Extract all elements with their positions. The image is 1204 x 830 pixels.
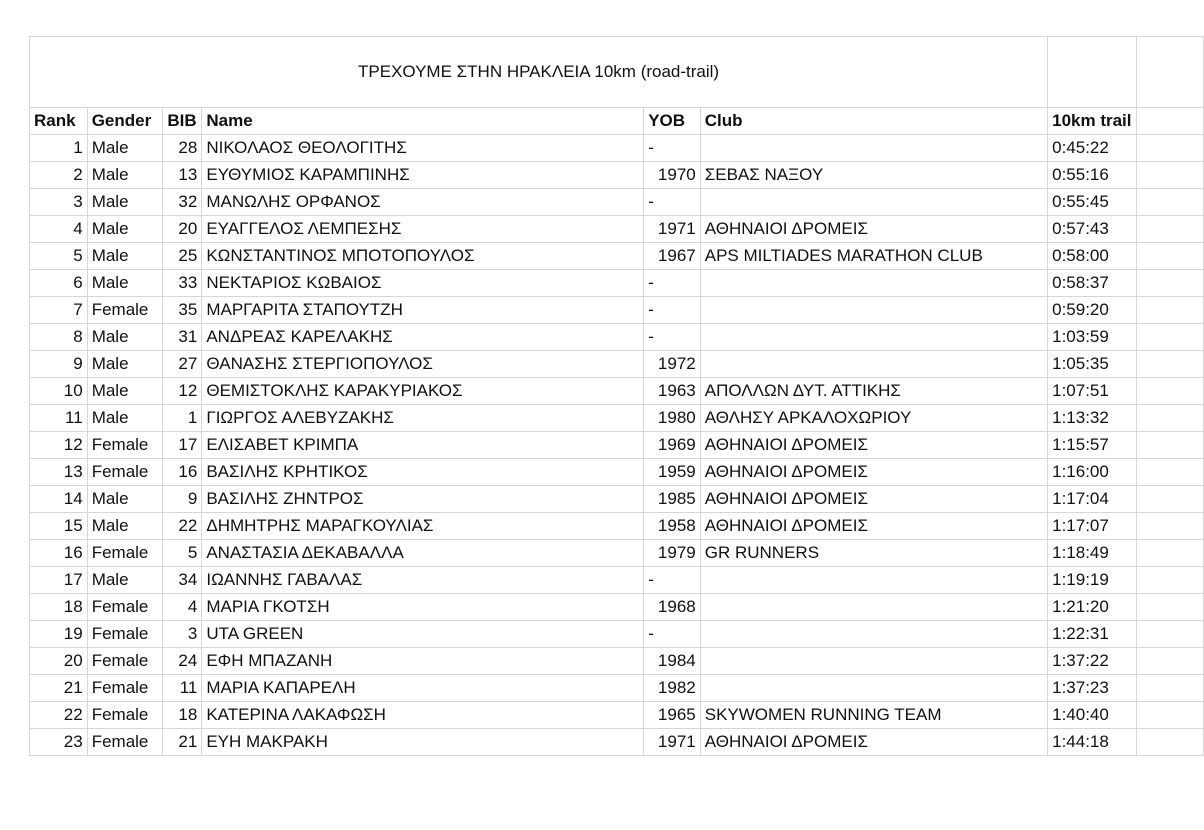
bib-cell[interactable]: 32 xyxy=(163,189,202,216)
bib-cell[interactable]: 4 xyxy=(163,594,202,621)
time-cell[interactable]: 1:37:23 xyxy=(1048,675,1136,702)
sheet-title[interactable]: ΤΡΕΧΟΥΜΕ ΣΤΗΝ ΗΡΑΚΛΕΙΑ 10km (road-trail) xyxy=(30,37,1048,108)
time-cell[interactable]: 0:58:00 xyxy=(1048,243,1136,270)
empty-cell[interactable] xyxy=(1136,324,1203,351)
club-cell[interactable]: ΑΘΗΝΑΙΟΙ ΔΡΟΜΕΙΣ xyxy=(700,432,1047,459)
rank-cell[interactable]: 7 xyxy=(30,297,88,324)
empty-cell[interactable] xyxy=(1136,37,1203,108)
time-cell[interactable]: 1:18:49 xyxy=(1048,540,1136,567)
yob-cell[interactable]: - xyxy=(644,621,701,648)
table-row xyxy=(30,621,1204,648)
time-cell[interactable]: 1:15:57 xyxy=(1048,432,1136,459)
header-time[interactable]: 10km trail xyxy=(1048,108,1136,135)
empty-cell[interactable] xyxy=(1136,540,1203,567)
results-spreadsheet xyxy=(29,36,1204,756)
bib-cell[interactable]: 22 xyxy=(163,513,202,540)
bib-cell[interactable]: 5 xyxy=(163,540,202,567)
bib-cell[interactable]: 34 xyxy=(163,567,202,594)
time-cell[interactable]: 1:07:51 xyxy=(1048,378,1136,405)
bib-cell[interactable]: 20 xyxy=(163,216,202,243)
gender-cell[interactable]: Male xyxy=(87,324,163,351)
rank-cell[interactable]: 22 xyxy=(30,702,88,729)
name-cell[interactable]: ΘΕΜΙΣΤΟΚΛΗΣ ΚΑΡΑΚΥΡΙΑΚΟΣ xyxy=(202,378,644,405)
rank-cell[interactable]: 8 xyxy=(30,324,88,351)
gender-cell[interactable]: Male xyxy=(87,135,163,162)
name-cell[interactable]: ΜΑΡΓΑΡΙΤΑ ΣΤΑΠΟΥΤΖΗ xyxy=(202,297,644,324)
gender-cell[interactable]: Male xyxy=(87,378,163,405)
rank-cell[interactable]: 2 xyxy=(30,162,88,189)
name-cell[interactable]: ΑΝΔΡΕΑΣ ΚΑΡΕΛΑΚΗΣ xyxy=(202,324,644,351)
name-cell[interactable]: ΙΩΑΝΝΗΣ ΓΑΒΑΛΑΣ xyxy=(202,567,644,594)
name-cell[interactable]: ΕΦΗ ΜΠΑΖΑΝΗ xyxy=(202,648,644,675)
name-cell[interactable]: ΜΑΡΙΑ ΚΑΠΑΡΕΛΗ xyxy=(202,675,644,702)
name-cell[interactable]: ΘΑΝΑΣΗΣ ΣΤΕΡΓΙΟΠΟΥΛΟΣ xyxy=(202,351,644,378)
empty-cell[interactable] xyxy=(1136,243,1203,270)
table-row xyxy=(30,567,1204,594)
gender-cell[interactable]: Male xyxy=(87,243,163,270)
table-row xyxy=(30,729,1204,756)
bib-cell[interactable]: 3 xyxy=(163,621,202,648)
rank-cell[interactable]: 4 xyxy=(30,216,88,243)
rank-cell[interactable]: 19 xyxy=(30,621,88,648)
table-row xyxy=(30,459,1204,486)
gender-cell[interactable]: Male xyxy=(87,405,163,432)
rank-cell[interactable]: 10 xyxy=(30,378,88,405)
bib-cell[interactable]: 27 xyxy=(163,351,202,378)
table-row xyxy=(30,702,1204,729)
name-cell[interactable]: ΚΩΝΣΤΑΝΤΙΝΟΣ ΜΠΟΤΟΠΟΥΛΟΣ xyxy=(202,243,644,270)
bib-cell[interactable]: 9 xyxy=(163,486,202,513)
empty-cell[interactable] xyxy=(1136,351,1203,378)
name-cell[interactable]: UTA GREEN xyxy=(202,621,644,648)
rank-cell[interactable]: 21 xyxy=(30,675,88,702)
gender-cell[interactable]: Female xyxy=(87,675,163,702)
bib-cell[interactable]: 13 xyxy=(163,162,202,189)
time-cell[interactable]: 0:45:22 xyxy=(1048,135,1136,162)
time-cell[interactable]: 1:05:35 xyxy=(1048,351,1136,378)
club-cell[interactable] xyxy=(700,567,1047,594)
table-row xyxy=(30,243,1204,270)
empty-cell[interactable] xyxy=(1048,37,1136,108)
club-cell[interactable]: ΑΘΗΝΑΙΟΙ ΔΡΟΜΕΙΣ xyxy=(700,459,1047,486)
table-row xyxy=(30,486,1204,513)
empty-cell[interactable] xyxy=(1136,378,1203,405)
rank-cell[interactable]: 11 xyxy=(30,405,88,432)
header-club[interactable]: Club xyxy=(700,108,1047,135)
bib-cell[interactable]: 31 xyxy=(163,324,202,351)
bib-cell[interactable]: 18 xyxy=(163,702,202,729)
empty-cell[interactable] xyxy=(1136,648,1203,675)
rank-cell[interactable]: 14 xyxy=(30,486,88,513)
empty-cell[interactable] xyxy=(1136,297,1203,324)
club-cell[interactable] xyxy=(700,297,1047,324)
yob-cell[interactable]: 1979 xyxy=(644,540,701,567)
club-cell[interactable]: ΑΘΗΝΑΙΟΙ ΔΡΟΜΕΙΣ xyxy=(700,216,1047,243)
rank-cell[interactable]: 6 xyxy=(30,270,88,297)
gender-cell[interactable]: Female xyxy=(87,297,163,324)
time-cell[interactable]: 1:17:07 xyxy=(1048,513,1136,540)
empty-cell[interactable] xyxy=(1136,108,1203,135)
bib-cell[interactable]: 25 xyxy=(163,243,202,270)
yob-cell[interactable]: - xyxy=(644,189,701,216)
yob-cell[interactable]: 1968 xyxy=(644,594,701,621)
table-row xyxy=(30,189,1204,216)
empty-cell[interactable] xyxy=(1136,675,1203,702)
table-row xyxy=(30,405,1204,432)
yob-cell[interactable]: 1965 xyxy=(644,702,701,729)
name-cell[interactable]: ΒΑΣΙΛΗΣ ΖΗΝΤΡΟΣ xyxy=(202,486,644,513)
time-cell[interactable]: 0:55:45 xyxy=(1048,189,1136,216)
empty-cell[interactable] xyxy=(1136,405,1203,432)
bib-cell[interactable]: 1 xyxy=(163,405,202,432)
header-name[interactable]: Name xyxy=(202,108,644,135)
bib-cell[interactable]: 16 xyxy=(163,459,202,486)
empty-cell[interactable] xyxy=(1136,270,1203,297)
gender-cell[interactable]: Male xyxy=(87,216,163,243)
time-cell[interactable]: 1:19:19 xyxy=(1048,567,1136,594)
gender-cell[interactable]: Male xyxy=(87,486,163,513)
time-cell[interactable]: 1:22:31 xyxy=(1048,621,1136,648)
yob-cell[interactable]: 1971 xyxy=(644,216,701,243)
empty-cell[interactable] xyxy=(1136,486,1203,513)
time-cell[interactable]: 0:58:37 xyxy=(1048,270,1136,297)
rank-cell[interactable]: 18 xyxy=(30,594,88,621)
yob-cell[interactable]: - xyxy=(644,135,701,162)
table-row xyxy=(30,540,1204,567)
gender-cell[interactable]: Male xyxy=(87,513,163,540)
yob-cell[interactable]: 1984 xyxy=(644,648,701,675)
name-cell[interactable]: ΑΝΑΣΤΑΣΙΑ ΔΕΚΑΒΑΛΛΑ xyxy=(202,540,644,567)
club-cell[interactable] xyxy=(700,594,1047,621)
rank-cell[interactable]: 9 xyxy=(30,351,88,378)
bib-cell[interactable]: 24 xyxy=(163,648,202,675)
yob-cell[interactable]: 1967 xyxy=(644,243,701,270)
club-cell[interactable]: ΑΘΗΝΑΙΟΙ ΔΡΟΜΕΙΣ xyxy=(700,513,1047,540)
empty-cell[interactable] xyxy=(1136,216,1203,243)
time-cell[interactable]: 0:55:16 xyxy=(1048,162,1136,189)
empty-cell[interactable] xyxy=(1136,702,1203,729)
table-row xyxy=(30,216,1204,243)
bib-cell[interactable]: 28 xyxy=(163,135,202,162)
gender-cell[interactable]: Female xyxy=(87,459,163,486)
rank-cell[interactable]: 20 xyxy=(30,648,88,675)
empty-cell[interactable] xyxy=(1136,594,1203,621)
yob-cell[interactable]: 1959 xyxy=(644,459,701,486)
gender-cell[interactable]: Female xyxy=(87,540,163,567)
time-cell[interactable]: 1:40:40 xyxy=(1048,702,1136,729)
header-yob[interactable]: YOB xyxy=(644,108,701,135)
table-row xyxy=(30,675,1204,702)
rank-cell[interactable]: 1 xyxy=(30,135,88,162)
time-cell[interactable]: 0:59:20 xyxy=(1048,297,1136,324)
rank-cell[interactable]: 15 xyxy=(30,513,88,540)
gender-cell[interactable]: Male xyxy=(87,567,163,594)
name-cell[interactable]: ΔΗΜΗΤΡΗΣ ΜΑΡΑΓΚΟΥΛΙΑΣ xyxy=(202,513,644,540)
table-row xyxy=(30,351,1204,378)
yob-cell[interactable]: 1970 xyxy=(644,162,701,189)
club-cell[interactable] xyxy=(700,270,1047,297)
table-row xyxy=(30,513,1204,540)
table-row xyxy=(30,162,1204,189)
club-cell[interactable] xyxy=(700,324,1047,351)
club-cell[interactable] xyxy=(700,135,1047,162)
club-cell[interactable]: ΑΠΟΛΛΩΝ ΔΥΤ. ΑΤΤΙΚΗΣ xyxy=(700,378,1047,405)
gender-cell[interactable]: Male xyxy=(87,351,163,378)
table-row xyxy=(30,324,1204,351)
club-cell[interactable] xyxy=(700,189,1047,216)
name-cell[interactable]: ΝΙΚΟΛΑΟΣ ΘΕΟΛΟΓΙΤΗΣ xyxy=(202,135,644,162)
empty-cell[interactable] xyxy=(1136,432,1203,459)
gender-cell[interactable]: Female xyxy=(87,729,163,756)
rank-cell[interactable]: 13 xyxy=(30,459,88,486)
header-rank[interactable]: Rank xyxy=(30,108,88,135)
rank-cell[interactable]: 16 xyxy=(30,540,88,567)
bib-cell[interactable]: 35 xyxy=(163,297,202,324)
yob-cell[interactable]: 1963 xyxy=(644,378,701,405)
gender-cell[interactable]: Male xyxy=(87,162,163,189)
time-cell[interactable]: 1:03:59 xyxy=(1048,324,1136,351)
rank-cell[interactable]: 17 xyxy=(30,567,88,594)
name-cell[interactable]: ΕΥΑΓΓΕΛΟΣ ΛΕΜΠΕΣΗΣ xyxy=(202,216,644,243)
name-cell[interactable]: ΕΛΙΣΑΒΕΤ ΚΡΙΜΠΑ xyxy=(202,432,644,459)
bib-cell[interactable]: 33 xyxy=(163,270,202,297)
empty-cell[interactable] xyxy=(1136,135,1203,162)
empty-cell[interactable] xyxy=(1136,729,1203,756)
name-cell[interactable]: ΓΙΩΡΓΟΣ ΑΛΕΒΥΖΑΚΗΣ xyxy=(202,405,644,432)
table-row xyxy=(30,594,1204,621)
club-cell[interactable]: GR RUNNERS xyxy=(700,540,1047,567)
header-row xyxy=(30,108,1204,135)
table-row xyxy=(30,432,1204,459)
gender-cell[interactable]: Female xyxy=(87,621,163,648)
rank-cell[interactable]: 5 xyxy=(30,243,88,270)
table-row xyxy=(30,297,1204,324)
empty-cell[interactable] xyxy=(1136,459,1203,486)
club-cell[interactable]: ΑΘΗΝΑΙΟΙ ΔΡΟΜΕΙΣ xyxy=(700,729,1047,756)
rank-cell[interactable]: 12 xyxy=(30,432,88,459)
club-cell[interactable] xyxy=(700,675,1047,702)
time-cell[interactable]: 1:44:18 xyxy=(1048,729,1136,756)
yob-cell[interactable]: 1980 xyxy=(644,405,701,432)
table-row xyxy=(30,648,1204,675)
name-cell[interactable]: ΕΥΘΥΜΙΟΣ ΚΑΡΑΜΠΙΝΗΣ xyxy=(202,162,644,189)
header-bib[interactable]: BIB xyxy=(163,108,202,135)
yob-cell[interactable]: - xyxy=(644,270,701,297)
bib-cell[interactable]: 11 xyxy=(163,675,202,702)
bib-cell[interactable]: 21 xyxy=(163,729,202,756)
time-cell[interactable]: 1:17:04 xyxy=(1048,486,1136,513)
name-cell[interactable]: ΜΑΡΙΑ ΓΚΟΤΣΗ xyxy=(202,594,644,621)
empty-cell[interactable] xyxy=(1136,189,1203,216)
club-cell[interactable]: SKYWOMEN RUNNING TEAM xyxy=(700,702,1047,729)
name-cell[interactable]: ΕΥΗ ΜΑΚΡΑΚΗ xyxy=(202,729,644,756)
yob-cell[interactable]: 1972 xyxy=(644,351,701,378)
table-row xyxy=(30,270,1204,297)
name-cell[interactable]: ΝΕΚΤΑΡΙΟΣ ΚΩΒΑΙΟΣ xyxy=(202,270,644,297)
time-cell[interactable]: 1:13:32 xyxy=(1048,405,1136,432)
club-cell[interactable]: ΑΘΛΗΣΥ ΑΡΚΑΛΟΧΩΡΙΟΥ xyxy=(700,405,1047,432)
club-cell[interactable]: APS MILTIADES MARATHON CLUB xyxy=(700,243,1047,270)
time-cell[interactable]: 1:37:22 xyxy=(1048,648,1136,675)
empty-cell[interactable] xyxy=(1136,567,1203,594)
empty-cell[interactable] xyxy=(1136,162,1203,189)
bib-cell[interactable]: 17 xyxy=(163,432,202,459)
name-cell[interactable]: ΒΑΣΙΛΗΣ ΚΡΗΤΙΚΟΣ xyxy=(202,459,644,486)
gender-cell[interactable]: Male xyxy=(87,189,163,216)
empty-cell[interactable] xyxy=(1136,621,1203,648)
gender-cell[interactable]: Female xyxy=(87,702,163,729)
rank-cell[interactable]: 23 xyxy=(30,729,88,756)
name-cell[interactable]: ΜΑΝΩΛΗΣ ΟΡΦΑΝΟΣ xyxy=(202,189,644,216)
gender-cell[interactable]: Female xyxy=(87,648,163,675)
club-cell[interactable] xyxy=(700,648,1047,675)
yob-cell[interactable]: 1985 xyxy=(644,486,701,513)
yob-cell[interactable]: 1969 xyxy=(644,432,701,459)
yob-cell[interactable]: 1971 xyxy=(644,729,701,756)
time-cell[interactable]: 1:16:00 xyxy=(1048,459,1136,486)
club-cell[interactable]: ΣΕΒΑΣ ΝΑΞΟΥ xyxy=(700,162,1047,189)
title-row xyxy=(30,37,1204,108)
results-table xyxy=(29,36,1204,756)
table-row xyxy=(30,135,1204,162)
bib-cell[interactable]: 12 xyxy=(163,378,202,405)
yob-cell[interactable]: - xyxy=(644,324,701,351)
yob-cell[interactable]: 1982 xyxy=(644,675,701,702)
club-cell[interactable]: ΑΘΗΝΑΙΟΙ ΔΡΟΜΕΙΣ xyxy=(700,486,1047,513)
header-gender[interactable]: Gender xyxy=(87,108,163,135)
gender-cell[interactable]: Male xyxy=(87,270,163,297)
yob-cell[interactable]: 1958 xyxy=(644,513,701,540)
rank-cell[interactable]: 3 xyxy=(30,189,88,216)
yob-cell[interactable]: - xyxy=(644,567,701,594)
gender-cell[interactable]: Female xyxy=(87,432,163,459)
time-cell[interactable]: 1:21:20 xyxy=(1048,594,1136,621)
time-cell[interactable]: 0:57:43 xyxy=(1048,216,1136,243)
empty-cell[interactable] xyxy=(1136,513,1203,540)
name-cell[interactable]: ΚΑΤΕΡΙΝΑ ΛΑΚΑΦΩΣΗ xyxy=(202,702,644,729)
gender-cell[interactable]: Female xyxy=(87,594,163,621)
club-cell[interactable] xyxy=(700,621,1047,648)
yob-cell[interactable]: - xyxy=(644,297,701,324)
club-cell[interactable] xyxy=(700,351,1047,378)
table-row xyxy=(30,378,1204,405)
